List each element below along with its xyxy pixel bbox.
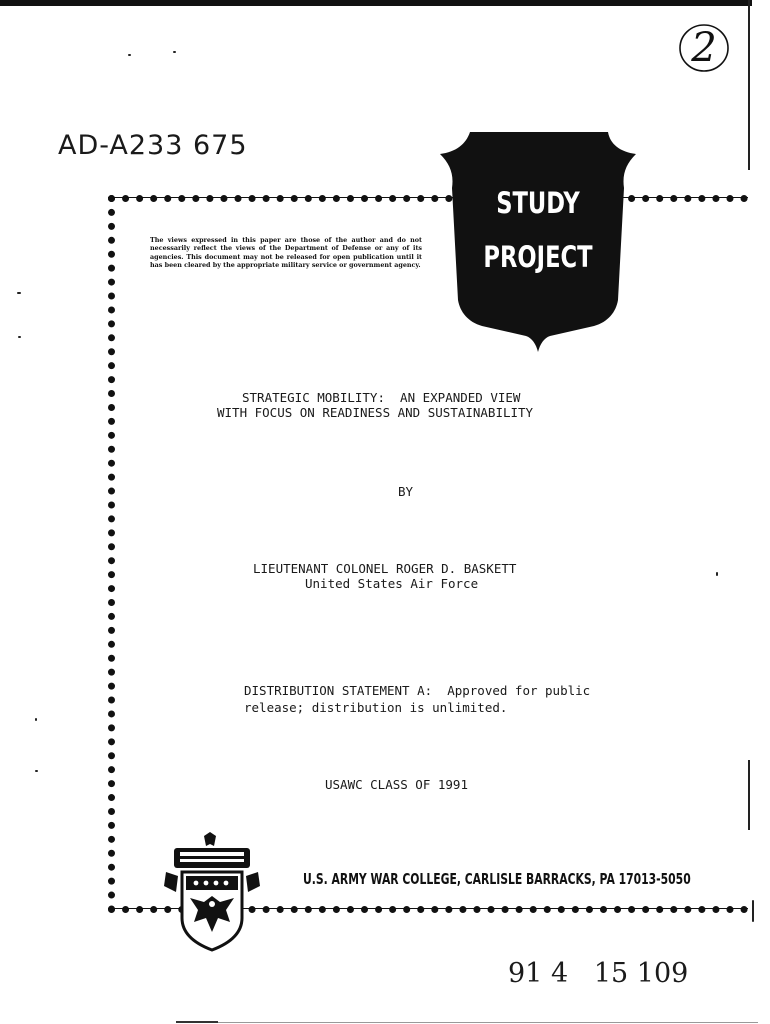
circle-mark-icon xyxy=(678,22,730,74)
bottom-scan-rule-right xyxy=(218,1022,758,1023)
accession-number: AD-A233 675 xyxy=(58,130,248,161)
scan-speck xyxy=(173,51,176,53)
right-scan-edge-lower xyxy=(748,760,750,830)
college-address: U.S. ARMY WAR COLLEGE, CARLISLE BARRACKS, PA 17013-5050 xyxy=(303,870,691,888)
title-line-1: STRATEGIC MOBILITY: AN EXPANDED VIEW xyxy=(242,390,521,405)
document-control-number: 91 4 15 109 xyxy=(508,958,689,989)
distribution-statement-line-1: DISTRIBUTION STATEMENT A: Approved for public xyxy=(244,683,591,698)
distribution-statement-line-2: release; distribution is unlimited. xyxy=(244,700,508,715)
badge-line-study: STUDY xyxy=(496,186,580,220)
author-name: LIEUTENANT COLONEL ROGER D. BASKETT xyxy=(253,561,517,576)
scan-speck xyxy=(128,54,131,56)
copy-number-text: 2 xyxy=(691,25,717,71)
top-scan-edge xyxy=(0,0,752,6)
frame-top-line xyxy=(108,197,748,198)
scan-speck xyxy=(752,900,754,922)
title-line-2: WITH FOCUS ON READINESS AND SUSTAINABILITY xyxy=(217,405,534,420)
scan-speck xyxy=(35,770,38,772)
circled-copy-number xyxy=(678,22,730,74)
scan-speck xyxy=(17,292,21,294)
bottom-scan-rule xyxy=(176,1021,218,1023)
disclaimer-text: The views expressed in this paper are those of the author and do not necessarily reflect the views of the Department of Defense or any of its agencies. This document may not be released for open publication until it has been cleared by the appropriate military service or government agency. xyxy=(150,236,422,269)
scan-speck xyxy=(18,336,21,338)
byline: BY xyxy=(398,484,414,499)
document-frame xyxy=(108,195,748,913)
scan-speck xyxy=(35,718,37,721)
author-service: United States Air Force xyxy=(305,576,479,591)
badge-line-project: PROJECT xyxy=(483,240,593,274)
class-of-line: USAWC CLASS OF 1991 xyxy=(325,777,468,792)
army-war-college-seal-icon xyxy=(160,832,264,954)
right-scan-edge xyxy=(748,0,750,170)
